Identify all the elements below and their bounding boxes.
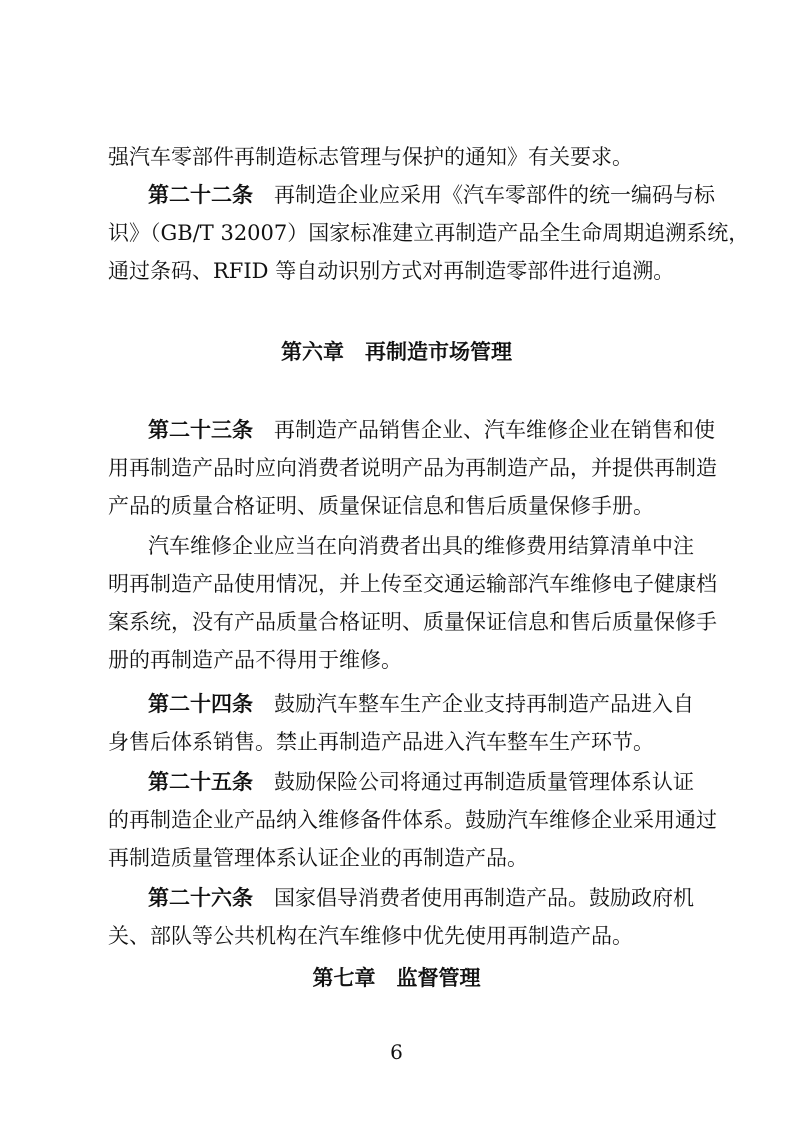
article-label: 第二十三条: [148, 418, 253, 442]
article-23: [148, 417, 715, 443]
page-number: 6: [390, 1040, 403, 1064]
article-text: 再制造企业应采用《汽车零部件的统一编码与标: [253, 183, 715, 207]
article-label: 第二十六条: [148, 886, 253, 910]
text-line: 用再制造产品时应向消费者说明产品为再制造产品，并提供再制造: [108, 456, 717, 480]
text-line: 汽车维修企业应当在向消费者出具的维修费用结算清单中注: [148, 534, 694, 558]
chapter-heading: 第六章 再制造市场管理: [281, 340, 512, 364]
article-24: [148, 691, 694, 717]
text-line: 明再制造产品使用情况，并上传至交通运输部汽车维修电子健康档: [108, 572, 717, 596]
article-25: [148, 769, 694, 795]
article-22: [148, 182, 715, 208]
text-line: 的再制造企业产品纳入维修备件体系。鼓励汽车维修企业采用通过: [108, 808, 717, 832]
article-text: 再制造产品销售企业、汽车维修企业在销售和使: [253, 418, 715, 442]
text-line: 身售后体系销售。禁止再制造产品进入汽车整车生产环节。: [108, 730, 654, 754]
text-line: 案系统，没有产品质量合格证明、质量保证信息和售后质量保修手: [108, 610, 717, 634]
text-line: 强汽车零部件再制造标志管理与保护的通知》有关要求。: [108, 145, 633, 169]
text-line: 关、部队等公共机构在汽车维修中优先使用再制造产品。: [108, 924, 633, 948]
article-26: [148, 885, 694, 911]
text-line: 再制造质量管理体系认证企业的再制造产品。: [108, 846, 528, 870]
chapter-heading: 第七章 监督管理: [312, 966, 481, 990]
article-label: 第二十二条: [148, 183, 253, 207]
article-text: 鼓励保险公司将通过再制造质量管理体系认证: [253, 770, 694, 794]
article-label: 第二十四条: [148, 692, 253, 716]
text-line: 产品的质量合格证明、质量保证信息和售后质量保修手册。: [108, 494, 654, 518]
text-line: 识》（GB/T 32007）国家标准建立再制造产品全生命周期追溯系统，: [108, 221, 750, 245]
article-label: 第二十五条: [148, 770, 253, 794]
article-text: 国家倡导消费者使用再制造产品。鼓励政府机: [253, 886, 694, 910]
article-text: 鼓励汽车整车生产企业支持再制造产品进入自: [253, 692, 694, 716]
text-line: 通过条码、RFID 等自动识别方式对再制造零部件进行追溯。: [108, 259, 675, 283]
text-line: 册的再制造产品不得用于维修。: [108, 648, 402, 672]
